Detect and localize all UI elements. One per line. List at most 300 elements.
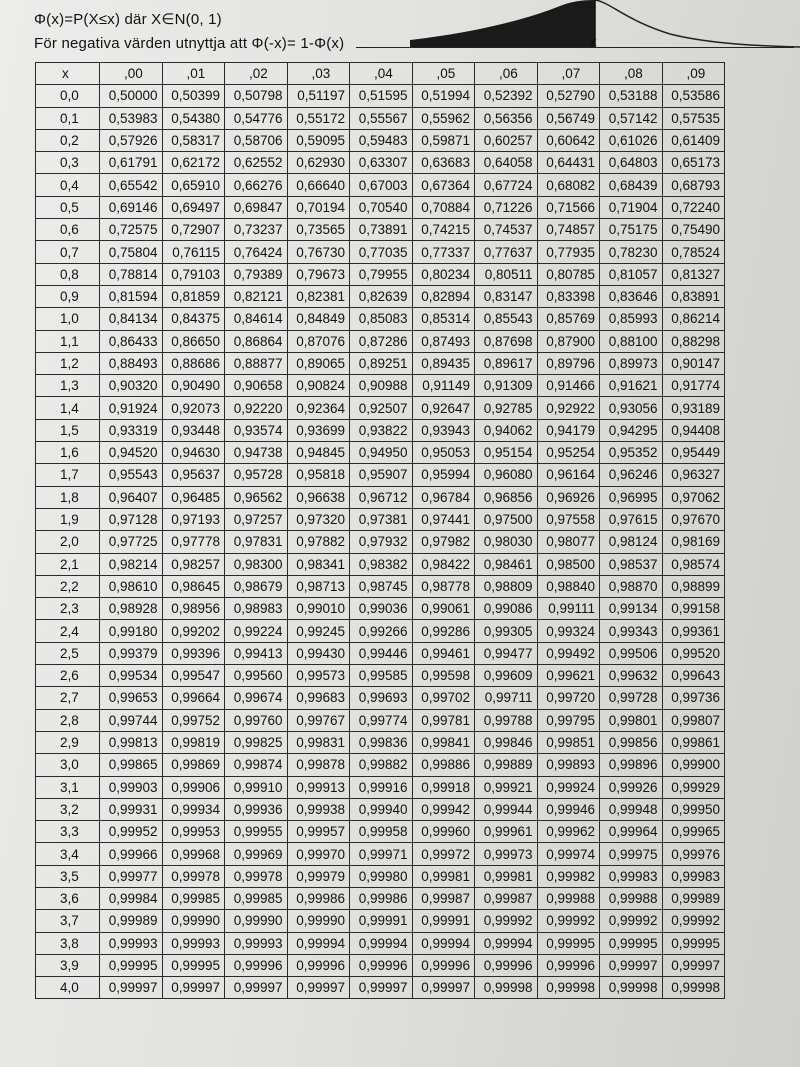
table-cell: 0,96327	[662, 464, 725, 486]
table-cell: 0,57142	[600, 107, 663, 129]
table-cell: 0,99781	[412, 709, 475, 731]
table-cell: 0,76115	[162, 241, 225, 263]
table-cell: 0,99728	[600, 687, 663, 709]
table-cell: 0,58706	[225, 129, 288, 151]
table-cell: 0,99989	[100, 910, 163, 932]
table-cell: 0,75175	[600, 219, 663, 241]
table-cell: 0,99736	[662, 687, 725, 709]
table-cell: 0,71566	[537, 196, 600, 218]
table-cell: 0,92364	[287, 397, 350, 419]
table-cell: 0,99573	[287, 665, 350, 687]
row-x-value: 3,1	[36, 776, 100, 798]
table-cell: 0,97500	[475, 508, 538, 530]
table-cell: 0,99664	[162, 687, 225, 709]
table-cell: 0,95449	[662, 442, 725, 464]
table-cell: 0,98422	[412, 553, 475, 575]
table-cell: 0,99461	[412, 642, 475, 664]
table-cell: 0,99361	[662, 620, 725, 642]
table-cell: 0,99990	[287, 910, 350, 932]
table-cell: 0,95352	[600, 442, 663, 464]
table-cell: 0,89435	[412, 352, 475, 374]
table-cell: 0,82894	[412, 285, 475, 307]
table-cell: 0,99991	[412, 910, 475, 932]
table-cell: 0,72240	[662, 196, 725, 218]
table-cell: 0,99841	[412, 731, 475, 753]
table-cell: 0,99202	[162, 620, 225, 642]
table-cell: 0,51197	[287, 85, 350, 107]
table-cell: 0,91466	[537, 375, 600, 397]
table-cell: 0,99989	[662, 887, 725, 909]
table-cell: 0,67724	[475, 174, 538, 196]
table-row	[36, 598, 725, 620]
table-cell: 0,99995	[537, 932, 600, 954]
table-cell: 0,97257	[225, 508, 288, 530]
table-cell: 0,99010	[287, 598, 350, 620]
row-x-value: 2,3	[36, 598, 100, 620]
table-cell: 0,55172	[287, 107, 350, 129]
table-cell: 0,96638	[287, 486, 350, 508]
table-cell: 0,90147	[662, 352, 725, 374]
table-cell: 0,85543	[475, 308, 538, 330]
table-cell: 0,99973	[475, 843, 538, 865]
table-cell: 0,99994	[287, 932, 350, 954]
table-cell: 0,99158	[662, 598, 725, 620]
table-cell: 0,74215	[412, 219, 475, 241]
column-header: ,06	[475, 63, 538, 85]
table-cell: 0,96784	[412, 486, 475, 508]
table-cell: 0,69146	[100, 196, 163, 218]
table-cell: 0,71226	[475, 196, 538, 218]
table-header-row	[36, 63, 725, 85]
table-cell: 0,99987	[475, 887, 538, 909]
table-cell: 0,99994	[412, 932, 475, 954]
table-row	[36, 85, 725, 107]
table-cell: 0,64431	[537, 152, 600, 174]
table-cell: 0,66640	[287, 174, 350, 196]
table-cell: 0,99878	[287, 754, 350, 776]
table-cell: 0,99477	[475, 642, 538, 664]
table-row	[36, 486, 725, 508]
table-cell: 0,99977	[100, 865, 163, 887]
table-cell: 0,61026	[600, 129, 663, 151]
table-cell: 0,99948	[600, 798, 663, 820]
table-cell: 0,54776	[225, 107, 288, 129]
table-cell: 0,85769	[537, 308, 600, 330]
table-row	[36, 932, 725, 954]
table-cell: 0,75490	[662, 219, 725, 241]
table-cell: 0,99988	[537, 887, 600, 909]
table-cell: 0,99997	[600, 954, 663, 976]
table-cell: 0,88686	[162, 352, 225, 374]
table-cell: 0,99795	[537, 709, 600, 731]
table-cell: 0,92785	[475, 397, 538, 419]
table-cell: 0,53983	[100, 107, 163, 129]
table-cell: 0,88100	[600, 330, 663, 352]
table-cell: 0,88493	[100, 352, 163, 374]
table-cell: 0,99991	[350, 910, 413, 932]
table-row	[36, 642, 725, 664]
table-cell: 0,90824	[287, 375, 350, 397]
table-cell: 0,82639	[350, 285, 413, 307]
table-cell: 0,94520	[100, 442, 163, 464]
table-cell: 0,99974	[537, 843, 600, 865]
table-cell: 0,99983	[662, 865, 725, 887]
table-cell: 0,98537	[600, 553, 663, 575]
table-cell: 0,98745	[350, 575, 413, 597]
row-x-value: 3,0	[36, 754, 100, 776]
table-row	[36, 263, 725, 285]
table-cell: 0,95818	[287, 464, 350, 486]
column-header: ,04	[350, 63, 413, 85]
table-cell: 0,57535	[662, 107, 725, 129]
table-cell: 0,99266	[350, 620, 413, 642]
table-cell: 0,99992	[537, 910, 600, 932]
table-cell: 0,94630	[162, 442, 225, 464]
table-cell: 0,96995	[600, 486, 663, 508]
table-cell: 0,99985	[162, 887, 225, 909]
table-cell: 0,91924	[100, 397, 163, 419]
row-x-value: 0,7	[36, 241, 100, 263]
table-cell: 0,94950	[350, 442, 413, 464]
table-cell: 0,50399	[162, 85, 225, 107]
table-cell: 0,99598	[412, 665, 475, 687]
table-row	[36, 241, 725, 263]
row-x-value: 2,4	[36, 620, 100, 642]
table-cell: 0,83646	[600, 285, 663, 307]
table-cell: 0,52392	[475, 85, 538, 107]
table-cell: 0,98713	[287, 575, 350, 597]
table-cell: 0,99964	[600, 821, 663, 843]
table-cell: 0,99955	[225, 821, 288, 843]
table-cell: 0,99413	[225, 642, 288, 664]
table-cell: 0,99929	[662, 776, 725, 798]
curve-tail	[595, 0, 800, 47]
table-cell: 0,73237	[225, 219, 288, 241]
table-cell: 0,82121	[225, 285, 288, 307]
table-cell: 0,97615	[600, 508, 663, 530]
table-cell: 0,99998	[600, 977, 663, 999]
column-header: ,09	[662, 63, 725, 85]
table-cell: 0,99547	[162, 665, 225, 687]
table-cell: 0,76730	[287, 241, 350, 263]
table-cell: 0,90988	[350, 375, 413, 397]
table-cell: 0,99921	[475, 776, 538, 798]
table-cell: 0,98500	[537, 553, 600, 575]
row-x-value: 3,3	[36, 821, 100, 843]
table-cell: 0,99996	[287, 954, 350, 976]
table-cell: 0,98341	[287, 553, 350, 575]
table-row	[36, 531, 725, 553]
table-cell: 0,99942	[412, 798, 475, 820]
table-cell: 0,99305	[475, 620, 538, 642]
table-cell: 0,51994	[412, 85, 475, 107]
row-x-value: 2,9	[36, 731, 100, 753]
table-cell: 0,61791	[100, 152, 163, 174]
table-row	[36, 352, 725, 374]
table-row	[36, 843, 725, 865]
column-header: ,01	[162, 63, 225, 85]
table-row	[36, 620, 725, 642]
table-cell: 0,99744	[100, 709, 163, 731]
row-x-value: 1,6	[36, 442, 100, 464]
table-cell: 0,99889	[475, 754, 538, 776]
table-cell: 0,74857	[537, 219, 600, 241]
table-cell: 0,99534	[100, 665, 163, 687]
table-cell: 0,97932	[350, 531, 413, 553]
table-row	[36, 798, 725, 820]
table-cell: 0,97320	[287, 508, 350, 530]
table-cell: 0,93056	[600, 397, 663, 419]
table-row	[36, 330, 725, 352]
table-cell: 0,71904	[600, 196, 663, 218]
table-cell: 0,93574	[225, 419, 288, 441]
table-cell: 0,99986	[287, 887, 350, 909]
table-cell: 0,99983	[600, 865, 663, 887]
table-cell: 0,99980	[350, 865, 413, 887]
table-cell: 0,99997	[350, 977, 413, 999]
table-cell: 0,87076	[287, 330, 350, 352]
table-cell: 0,80234	[412, 263, 475, 285]
table-cell: 0,92220	[225, 397, 288, 419]
table-row	[36, 887, 725, 909]
table-cell: 0,87698	[475, 330, 538, 352]
table-cell: 0,53188	[600, 85, 663, 107]
table-row	[36, 107, 725, 129]
table-cell: 0,99874	[225, 754, 288, 776]
row-x-value: 1,0	[36, 308, 100, 330]
table-cell: 0,74537	[475, 219, 538, 241]
table-cell: 0,99944	[475, 798, 538, 820]
table-row	[36, 308, 725, 330]
table-cell: 0,99987	[412, 887, 475, 909]
table-cell: 0,77637	[475, 241, 538, 263]
table-cell: 0,99994	[475, 932, 538, 954]
table-cell: 0,99938	[287, 798, 350, 820]
table-cell: 0,99813	[100, 731, 163, 753]
table-cell: 0,56356	[475, 107, 538, 129]
table-cell: 0,79103	[162, 263, 225, 285]
table-cell: 0,99995	[100, 954, 163, 976]
table-cell: 0,98574	[662, 553, 725, 575]
table-cell: 0,57926	[100, 129, 163, 151]
table-cell: 0,97670	[662, 508, 725, 530]
table-cell: 0,99379	[100, 642, 163, 664]
table-cell: 0,99913	[287, 776, 350, 798]
table-cell: 0,99893	[537, 754, 600, 776]
table-cell: 0,99683	[287, 687, 350, 709]
negative-values-note: För negativa värden utnyttja att Φ(-x)= 1-Φ(x)	[34, 35, 345, 52]
table-cell: 0,99972	[412, 843, 475, 865]
table-cell: 0,98809	[475, 575, 538, 597]
table-cell: 0,92507	[350, 397, 413, 419]
table-row	[36, 754, 725, 776]
table-cell: 0,70884	[412, 196, 475, 218]
table-cell: 0,96164	[537, 464, 600, 486]
table-cell: 0,66276	[225, 174, 288, 196]
row-x-value: 0,4	[36, 174, 100, 196]
table-cell: 0,99807	[662, 709, 725, 731]
table-cell: 0,94295	[600, 419, 663, 441]
table-cell: 0,99621	[537, 665, 600, 687]
row-x-value: 3,5	[36, 865, 100, 887]
table-cell: 0,99061	[412, 598, 475, 620]
table-cell: 0,78230	[600, 241, 663, 263]
table-cell: 0,85314	[412, 308, 475, 330]
table-cell: 0,99836	[350, 731, 413, 753]
table-cell: 0,67003	[350, 174, 413, 196]
table-cell: 0,68082	[537, 174, 600, 196]
table-cell: 0,99492	[537, 642, 600, 664]
row-x-value: 3,6	[36, 887, 100, 909]
table-cell: 0,99430	[287, 642, 350, 664]
row-x-value: 1,4	[36, 397, 100, 419]
table-cell: 0,99882	[350, 754, 413, 776]
row-x-value: 2,5	[36, 642, 100, 664]
row-x-value: 0,6	[36, 219, 100, 241]
formula-definition: Φ(x)=P(X≤x) där X∈N(0, 1)	[34, 11, 222, 28]
row-x-value: 0,0	[36, 85, 100, 107]
table-cell: 0,99343	[600, 620, 663, 642]
table-cell: 0,99934	[162, 798, 225, 820]
table-cell: 0,95994	[412, 464, 475, 486]
table-cell: 0,98124	[600, 531, 663, 553]
table-row	[36, 553, 725, 575]
table-cell: 0,53586	[662, 85, 725, 107]
table-row	[36, 129, 725, 151]
table-cell: 0,81327	[662, 263, 725, 285]
table-cell: 0,99446	[350, 642, 413, 664]
table-cell: 0,86433	[100, 330, 163, 352]
table-cell: 0,98899	[662, 575, 725, 597]
table-cell: 0,99976	[662, 843, 725, 865]
table-cell: 0,99506	[600, 642, 663, 664]
table-cell: 0,99996	[537, 954, 600, 976]
table-cell: 0,83891	[662, 285, 725, 307]
table-cell: 0,99953	[162, 821, 225, 843]
table-cell: 0,99916	[350, 776, 413, 798]
table-cell: 0,99674	[225, 687, 288, 709]
table-cell: 0,87493	[412, 330, 475, 352]
table-cell: 0,98169	[662, 531, 725, 553]
table-cell: 0,99957	[287, 821, 350, 843]
table-row	[36, 910, 725, 932]
table-cell: 0,99952	[100, 821, 163, 843]
table-cell: 0,95543	[100, 464, 163, 486]
table-cell: 0,63683	[412, 152, 475, 174]
table-cell: 0,99940	[350, 798, 413, 820]
table-cell: 0,93699	[287, 419, 350, 441]
row-x-value: 3,2	[36, 798, 100, 820]
table-cell: 0,96246	[600, 464, 663, 486]
table-row	[36, 575, 725, 597]
table-cell: 0,99653	[100, 687, 163, 709]
row-x-value: 0,3	[36, 152, 100, 174]
table-cell: 0,99760	[225, 709, 288, 731]
table-cell: 0,99324	[537, 620, 600, 642]
table-row	[36, 196, 725, 218]
table-cell: 0,68439	[600, 174, 663, 196]
table-cell: 0,99961	[475, 821, 538, 843]
table-cell: 0,99180	[100, 620, 163, 642]
table-cell: 0,78524	[662, 241, 725, 263]
table-row	[36, 285, 725, 307]
table-cell: 0,99585	[350, 665, 413, 687]
row-x-value: 2,7	[36, 687, 100, 709]
table-cell: 0,97381	[350, 508, 413, 530]
table-cell: 0,99998	[662, 977, 725, 999]
table-row	[36, 375, 725, 397]
table-cell: 0,98778	[412, 575, 475, 597]
table-cell: 0,79955	[350, 263, 413, 285]
row-x-value: 2,6	[36, 665, 100, 687]
table-cell: 0,99825	[225, 731, 288, 753]
row-x-value: 1,1	[36, 330, 100, 352]
table-cell: 0,62552	[225, 152, 288, 174]
table-cell: 0,99993	[100, 932, 163, 954]
row-x-value: 0,5	[36, 196, 100, 218]
table-cell: 0,70540	[350, 196, 413, 218]
table-cell: 0,99978	[162, 865, 225, 887]
row-x-value: 4,0	[36, 977, 100, 999]
table-cell: 0,55567	[350, 107, 413, 129]
row-x-value: 1,9	[36, 508, 100, 530]
table-cell: 0,91149	[412, 375, 475, 397]
table-cell: 0,99996	[225, 954, 288, 976]
table-cell: 0,99609	[475, 665, 538, 687]
table-cell: 0,97441	[412, 508, 475, 530]
table-cell: 0,99086	[475, 598, 538, 620]
table-cell: 0,99856	[600, 731, 663, 753]
table-cell: 0,97778	[162, 531, 225, 553]
table-cell: 0,99997	[412, 977, 475, 999]
column-header: ,08	[600, 63, 663, 85]
table-cell: 0,75804	[100, 241, 163, 263]
table-cell: 0,77035	[350, 241, 413, 263]
table-cell: 0,73891	[350, 219, 413, 241]
table-cell: 0,99936	[225, 798, 288, 820]
row-x-value: 3,4	[36, 843, 100, 865]
table-cell: 0,93822	[350, 419, 413, 441]
table-cell: 0,99965	[662, 821, 725, 843]
table-cell: 0,99903	[100, 776, 163, 798]
row-x-value: 0,2	[36, 129, 100, 151]
table-cell: 0,99801	[600, 709, 663, 731]
table-cell: 0,99986	[350, 887, 413, 909]
figure-baseline	[356, 47, 794, 48]
row-x-value: 2,1	[36, 553, 100, 575]
table-cell: 0,56749	[537, 107, 600, 129]
table-row	[36, 464, 725, 486]
table-cell: 0,99693	[350, 687, 413, 709]
row-x-value: 1,3	[36, 375, 100, 397]
table-cell: 0,99702	[412, 687, 475, 709]
table-cell: 0,89617	[475, 352, 538, 374]
table-cell: 0,98610	[100, 575, 163, 597]
table-cell: 0,81594	[100, 285, 163, 307]
table-cell: 0,95637	[162, 464, 225, 486]
shaded-area	[410, 0, 595, 48]
table-cell: 0,89796	[537, 352, 600, 374]
table-row	[36, 954, 725, 976]
table-cell: 0,99819	[162, 731, 225, 753]
table-cell: 0,72907	[162, 219, 225, 241]
table-cell: 0,62172	[162, 152, 225, 174]
table-cell: 0,99993	[225, 932, 288, 954]
table-cell: 0,69847	[225, 196, 288, 218]
table-row	[36, 709, 725, 731]
table-cell: 0,99996	[475, 954, 538, 976]
table-cell: 0,99985	[225, 887, 288, 909]
